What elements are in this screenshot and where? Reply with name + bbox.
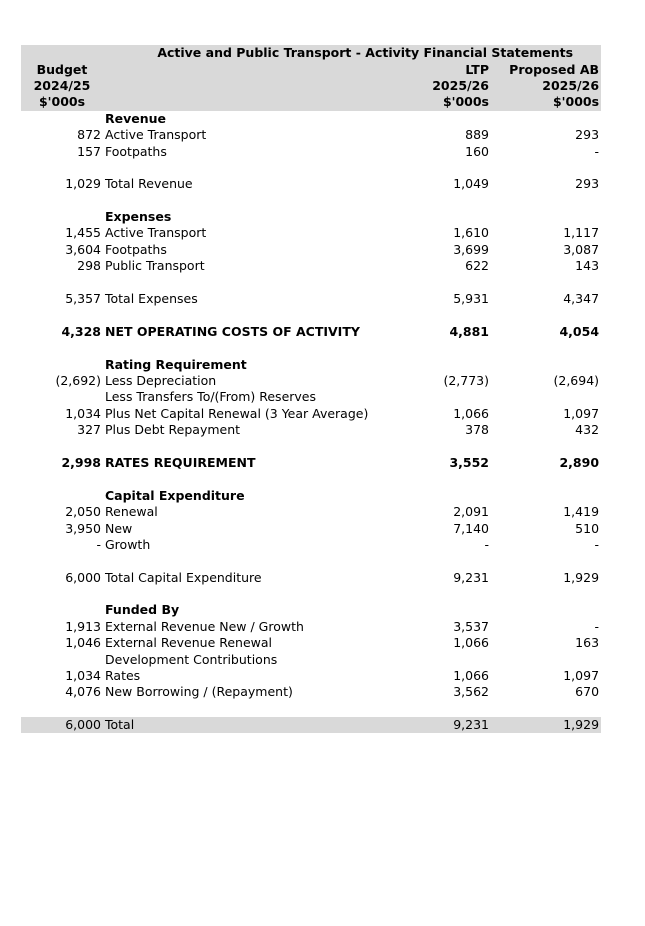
- budget-value: [21, 209, 103, 225]
- row-label: Total Capital Expenditure: [105, 569, 262, 585]
- budget-value: 2,998: [61, 454, 101, 470]
- table-row: [21, 291, 601, 307]
- ltp-value: 622: [465, 258, 489, 274]
- table-row: [21, 668, 601, 684]
- ltp-value: [419, 602, 491, 618]
- proposed-ab-value: [491, 111, 601, 127]
- budget-value: [21, 471, 103, 487]
- ltp-value: 2,091: [453, 504, 489, 520]
- table-row: [21, 373, 601, 389]
- proposed-ab-value: 1,419: [563, 504, 600, 520]
- budget-column-header: Budget: [21, 61, 103, 77]
- ltp-value: [419, 209, 491, 225]
- table-row: [21, 160, 601, 176]
- ltp-value: 3,562: [453, 684, 489, 700]
- proposed-ab-unit: $'000s: [491, 94, 601, 110]
- ltp-value: [419, 701, 491, 717]
- row-label: [103, 193, 419, 209]
- table-row: [21, 307, 601, 323]
- proposed-ab-value: 670: [575, 684, 600, 700]
- row-label: Active Transport: [105, 127, 207, 143]
- row-label: Plus Debt Repayment: [105, 422, 241, 438]
- budget-value: 1,046: [65, 635, 101, 651]
- table-row: [21, 635, 601, 651]
- row-label: [103, 340, 419, 356]
- budget-value: [21, 438, 103, 454]
- budget-value: 1,034: [65, 405, 101, 421]
- statement-title: Active and Public Transport - Activity Financial Statements: [21, 45, 601, 61]
- proposed-ab-value: [491, 274, 601, 290]
- row-label: [103, 307, 419, 323]
- table-row: [21, 274, 601, 290]
- proposed-ab-value: 4,054: [559, 323, 600, 339]
- proposed-ab-value: [491, 307, 601, 323]
- row-label: [103, 160, 419, 176]
- table-row: [21, 356, 601, 372]
- budget-year: 2024/25: [21, 78, 103, 94]
- row-label: Rating Requirement: [105, 356, 247, 372]
- ltp-value: 3,552: [449, 454, 489, 470]
- row-label: [103, 438, 419, 454]
- budget-value: 3,604: [65, 241, 101, 257]
- table-row: [21, 684, 601, 700]
- budget-value: (2,692): [55, 373, 101, 388]
- header-row-2: [21, 78, 601, 94]
- row-label: Expenses: [105, 209, 172, 225]
- table-row: [21, 570, 601, 586]
- budget-value: 4,076: [65, 684, 101, 700]
- header-row-1: [21, 61, 601, 77]
- ltp-value: [419, 651, 491, 667]
- proposed-ab-value: 510: [575, 520, 600, 536]
- row-label: Less Depreciation: [105, 373, 217, 388]
- proposed-ab-value: [491, 438, 601, 454]
- ltp-value: 5,931: [453, 291, 489, 307]
- ltp-value: [419, 389, 491, 405]
- table-row: [21, 127, 601, 143]
- table-row: [21, 701, 601, 717]
- row-label: Growth: [105, 536, 151, 552]
- row-label: External Revenue New / Growth: [105, 618, 304, 634]
- table-row: [21, 406, 601, 422]
- proposed-ab-value: 143: [575, 258, 600, 274]
- table-row: [21, 258, 601, 274]
- financial-statement-table: [21, 45, 601, 733]
- budget-value: [21, 651, 103, 667]
- ltp-column-header: LTP: [419, 61, 491, 77]
- ltp-value: [419, 553, 491, 569]
- row-label: Funded By: [105, 602, 180, 618]
- ltp-value: 1,066: [453, 635, 489, 651]
- row-label: [103, 586, 419, 602]
- proposed-ab-value: 163: [575, 635, 600, 651]
- row-label: [103, 274, 419, 290]
- table-row: [21, 143, 601, 159]
- budget-value: [21, 586, 103, 602]
- proposed-ab-value: [491, 209, 601, 225]
- ltp-value: [419, 274, 491, 290]
- budget-value: [21, 488, 103, 504]
- table-row: [21, 471, 601, 487]
- table-row: [21, 619, 601, 635]
- proposed-ab-value: 3,087: [563, 241, 600, 257]
- ltp-value: [419, 111, 491, 127]
- row-label: [103, 701, 419, 717]
- row-label: Active Transport: [105, 225, 207, 241]
- ltp-value: (2,773): [443, 373, 489, 388]
- row-label: Footpaths: [105, 143, 167, 159]
- proposed-ab-value: [491, 651, 601, 667]
- budget-value: [21, 111, 103, 127]
- row-label: New: [105, 520, 133, 536]
- budget-value: 1,455: [65, 225, 101, 241]
- proposed-ab-value: -: [594, 143, 600, 159]
- proposed-ab-value: 2,890: [559, 454, 600, 470]
- row-label: RATES REQUIREMENT: [105, 454, 256, 470]
- table-row: [21, 242, 601, 258]
- table-row: [21, 537, 601, 553]
- proposed-ab-value: 432: [575, 422, 600, 438]
- budget-value: 3,950: [65, 520, 101, 536]
- budget-value: 4,328: [61, 323, 101, 339]
- budget-value: 2,050: [65, 504, 101, 520]
- proposed-ab-value: [491, 701, 601, 717]
- budget-unit: $'000s: [21, 94, 103, 110]
- proposed-ab-column-header: Proposed AB: [491, 61, 601, 77]
- ltp-value: 9,231: [419, 717, 491, 733]
- table-row: [21, 225, 601, 241]
- ltp-value: [419, 488, 491, 504]
- row-label: New Borrowing / (Repayment): [105, 684, 293, 700]
- budget-value: [21, 389, 103, 405]
- budget-value: 1,913: [65, 618, 101, 634]
- table-row: [21, 176, 601, 192]
- table-row: [21, 389, 601, 405]
- ltp-value: 3,537: [453, 618, 489, 634]
- table-body: [21, 45, 601, 733]
- budget-value: [21, 701, 103, 717]
- proposed-ab-value: [491, 356, 601, 372]
- ltp-value: [419, 340, 491, 356]
- row-label: [103, 471, 419, 487]
- row-label: Total Revenue: [105, 176, 193, 192]
- ltp-value: [419, 307, 491, 323]
- header-row-3: [21, 94, 601, 110]
- proposed-ab-value: [491, 586, 601, 602]
- proposed-ab-value: 1,097: [563, 405, 600, 421]
- budget-value: 327: [77, 422, 101, 438]
- budget-value: 6,000: [65, 569, 101, 585]
- ltp-unit: $'000s: [419, 94, 491, 110]
- proposed-ab-year: 2025/26: [491, 78, 601, 94]
- ltp-value: 4,881: [449, 323, 489, 339]
- budget-value: 1,029: [65, 176, 101, 192]
- budget-value: [21, 356, 103, 372]
- proposed-ab-value: [491, 193, 601, 209]
- table-row: [21, 111, 601, 127]
- table-row: [21, 586, 601, 602]
- title-row: [21, 45, 601, 61]
- proposed-ab-value: [491, 389, 601, 405]
- budget-value: 157: [77, 143, 101, 159]
- row-label: External Revenue Renewal: [105, 635, 273, 651]
- proposed-ab-value: -: [594, 536, 600, 552]
- table-row: [21, 553, 601, 569]
- proposed-ab-value: [491, 602, 601, 618]
- ltp-value: [419, 193, 491, 209]
- ltp-value: 9,231: [453, 569, 489, 585]
- ltp-value: 1,049: [453, 176, 489, 192]
- row-label: Revenue: [105, 110, 167, 126]
- proposed-ab-value: [491, 471, 601, 487]
- table-row: [21, 193, 601, 209]
- ltp-value: 7,140: [453, 520, 489, 536]
- table-row: [21, 438, 601, 454]
- ltp-value: [419, 160, 491, 176]
- budget-value: 5,357: [65, 291, 101, 307]
- table-row: [21, 324, 601, 340]
- budget-value: [21, 602, 103, 618]
- budget-value: [21, 307, 103, 323]
- proposed-ab-value: 1,929: [491, 717, 601, 733]
- row-label: NET OPERATING COSTS OF ACTIVITY: [105, 323, 360, 339]
- table-row: [21, 209, 601, 225]
- row-label: Plus Net Capital Renewal (3 Year Average): [105, 405, 369, 421]
- row-label: Capital Expenditure: [105, 487, 245, 503]
- proposed-ab-value: 1,097: [563, 668, 600, 684]
- proposed-ab-value: 1,929: [563, 569, 600, 585]
- proposed-ab-value: 293: [575, 176, 600, 192]
- ltp-value: 889: [465, 127, 489, 143]
- budget-value: 872: [77, 127, 101, 143]
- table-row: [21, 340, 601, 356]
- table-row: [21, 455, 601, 471]
- budget-value: [21, 274, 103, 290]
- budget-value: -: [96, 536, 101, 552]
- table-row: [21, 504, 601, 520]
- budget-value: [21, 160, 103, 176]
- table-row: [21, 520, 601, 536]
- row-label: Rates: [105, 668, 141, 684]
- ltp-value: [419, 586, 491, 602]
- row-label: Public Transport: [105, 258, 205, 274]
- proposed-ab-value: [491, 160, 601, 176]
- ltp-value: 1,066: [453, 405, 489, 421]
- ltp-year: 2025/26: [419, 78, 491, 94]
- row-label: Development Contributions: [105, 651, 278, 667]
- ltp-value: [419, 438, 491, 454]
- proposed-ab-value: 4,347: [563, 291, 600, 307]
- proposed-ab-value: [491, 488, 601, 504]
- row-label: Total: [103, 717, 419, 733]
- ltp-value: 1,610: [453, 225, 489, 241]
- ltp-value: 160: [465, 143, 489, 159]
- table-row: [21, 488, 601, 504]
- ltp-value: [419, 356, 491, 372]
- budget-value: 298: [77, 258, 101, 274]
- row-label: Renewal: [105, 504, 158, 520]
- budget-value: 6,000: [21, 717, 103, 733]
- ltp-value: [419, 471, 491, 487]
- row-label: [103, 553, 419, 569]
- ltp-value: -: [484, 536, 489, 552]
- budget-value: [21, 193, 103, 209]
- proposed-ab-value: [491, 340, 601, 356]
- budget-value: 1,034: [65, 668, 101, 684]
- proposed-ab-value: [491, 553, 601, 569]
- proposed-ab-value: -: [594, 618, 600, 634]
- row-label: Footpaths: [105, 241, 167, 257]
- proposed-ab-value: 1,117: [563, 225, 600, 241]
- ltp-value: 378: [465, 422, 489, 438]
- proposed-ab-value: 293: [575, 127, 600, 143]
- budget-value: [21, 553, 103, 569]
- table-row: [21, 651, 601, 667]
- ltp-value: 3,699: [453, 241, 489, 257]
- row-label: Less Transfers To/(From) Reserves: [105, 389, 317, 405]
- table-row: [21, 422, 601, 438]
- row-label: Total Expenses: [105, 291, 198, 307]
- ltp-value: 1,066: [453, 668, 489, 684]
- table-row: [21, 602, 601, 618]
- budget-value: [21, 340, 103, 356]
- proposed-ab-value: (2,694): [553, 373, 600, 388]
- table-row: [21, 717, 601, 733]
